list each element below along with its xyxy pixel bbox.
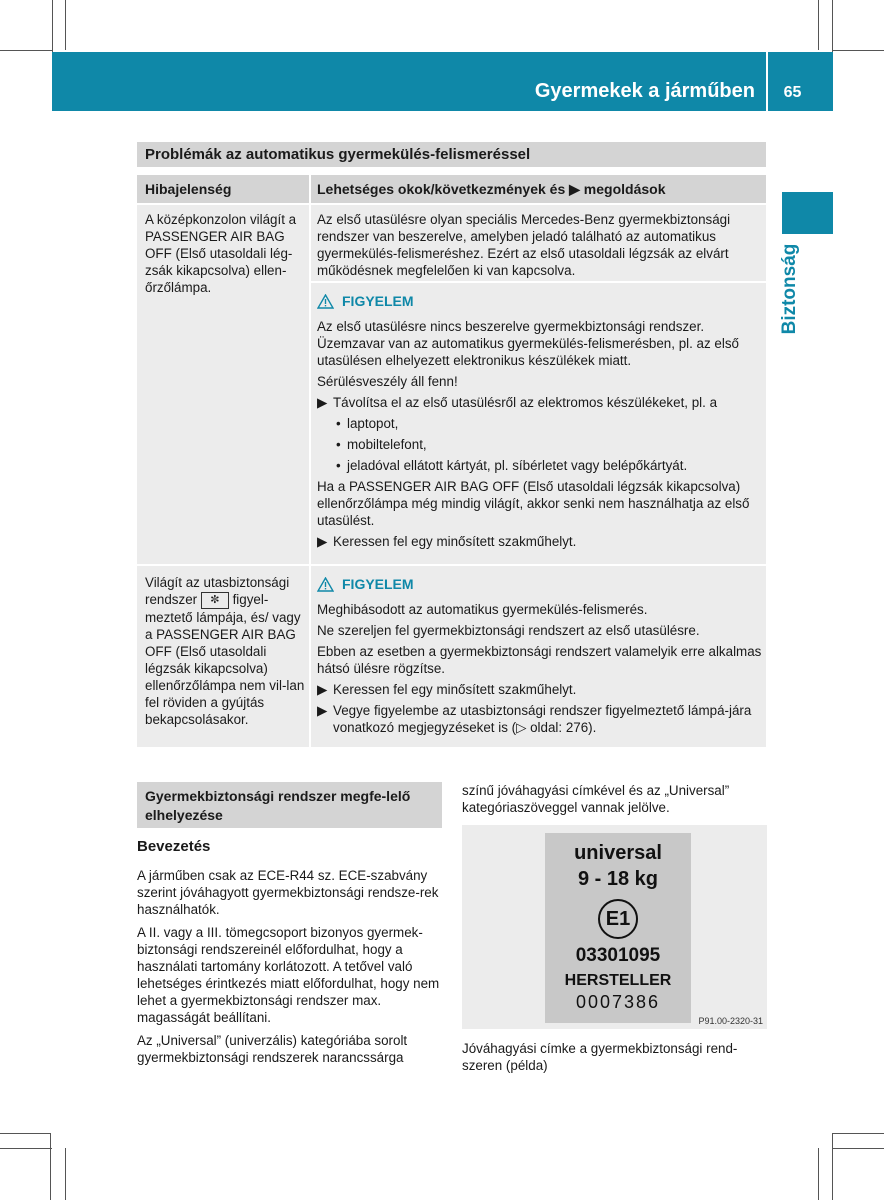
intro-heading: Bevezetés — [137, 838, 211, 855]
action-step — [317, 533, 762, 550]
page-number: 65 — [783, 84, 802, 101]
column-header-causes: Lehetséges okok/következmények és ▶ megoldások — [311, 175, 766, 203]
approval-label-figure — [462, 825, 767, 1029]
symptom-text: meztető lámpája, és/ vagy a PASSENGER AIR BAG OFF (Első utasoldali légzsák kikapcsolva) ellenőrzőlámpa nem vil-lan fel röviden a gyújtás bekapcsolásakor. — [145, 609, 305, 727]
row-divider — [137, 564, 766, 566]
action-arrow-icon: ▶ — [317, 703, 328, 718]
image-code: P91.00-2320-31 — [698, 1016, 763, 1026]
crop-mark — [65, 1148, 66, 1200]
symptom-text: figyel- — [232, 592, 269, 607]
warning-text: Az első utasülésre nincs beszerelve gyermekbiztonsági rendszer. Üzemzavar van az automatikus gyermekülés-felismerésben, pl. az első utasülésen elhelyezett elektronikus készülékek miatt. — [317, 319, 739, 368]
symptom-text: Világít az utasbiztonsági rendszer — [145, 575, 290, 607]
action-text: Keressen fel egy minősített szakműhelyt. — [333, 534, 577, 549]
bullet-icon: • — [336, 416, 341, 431]
note-text: Ha a PASSENGER AIR BAG OFF (Első utasoldali légzsák kikapcsolva) ellenőrzőlámpa még mindig világít, akkor senki nem használhatja az első utasülést. — [317, 479, 750, 528]
warning-text: Ne szereljen fel gyermekbiztonsági rendszert az első utasülésre. — [317, 623, 700, 638]
action-arrow-icon: ▶ — [317, 682, 328, 697]
paragraph: A II. vagy a III. tömegcsoport bizonyos gyermek-biztonsági rendszereinél előfordulhat, hogy a használati tartomány korlátozott. A tetővel való lehetséges érintkezés miatt előfordulhat, hogy nem lehet a gyermekbiztonsági rendszer max. magasságát beállítani. — [137, 925, 440, 1025]
column-divider — [309, 175, 311, 747]
figure-caption: Jóváhagyási címke a gyermekbiztonsági rend-szeren (példa) — [462, 1041, 738, 1073]
header-divider — [766, 52, 768, 111]
crop-mark — [833, 1133, 884, 1134]
row1-cause: Az első utasülésre olyan speciális Mercedes-Benz gyermekbiztonsági rendszer van beszerelve, amelyben jeladó található az automatikus gyermekülés-felismeréshez. Ezért az első utasoldali légzsák az elvárt működésnek megfelelően ki van kapcsolva. — [317, 212, 731, 278]
action-step — [317, 681, 762, 698]
troubleshooting-table — [137, 175, 766, 747]
warning-triangle-icon — [317, 294, 334, 309]
paragraph: A járműben csak az ECE-R44 sz. ECE-szabvány szerint jóváhagyott gyermekbiztonsági rendsze-rek használhatók. — [137, 868, 439, 917]
row2-symptom — [145, 574, 305, 728]
row1-symptom: A középkonzolon világít a PASSENGER AIR BAG OFF (Első utasoldali lég-zsák kikapcsolva) ellen-őrzőlámpa. — [145, 212, 297, 295]
label-maker: HERSTELLER — [564, 972, 672, 989]
label-category: universal — [574, 842, 662, 864]
warning-text: Ebben az esetben a gyermekbiztonsági rendszert valamelyik erre alkalmas hátsó ülésre rögzítse. — [317, 644, 762, 676]
chapter-title: Gyermekek a járműben — [534, 80, 755, 102]
crop-mark — [52, 0, 53, 52]
risk-text: Sérülésveszély áll fenn! — [317, 374, 458, 389]
label-weight: 9 - 18 kg — [577, 868, 659, 890]
action-arrow-icon: ▶ — [317, 534, 328, 549]
e-mark-icon: E1 — [598, 899, 638, 939]
row1-warning — [317, 293, 762, 554]
side-tab-label: Biztonság — [779, 243, 800, 335]
label-serial: 0007386 — [575, 992, 661, 1012]
airbag-warning-lamp-icon: ✼ — [201, 592, 229, 609]
action-step — [317, 394, 762, 411]
action-text: Vegye figyelembe az utasbiztonsági rendszer figyelmeztető lámpá-jára vonatkozó megjegyzéseket is (▷ oldal: 276). — [333, 703, 752, 735]
warning-heading — [317, 576, 762, 593]
crop-mark — [832, 0, 833, 52]
crop-mark — [832, 1133, 833, 1200]
action-step — [317, 702, 762, 736]
crop-mark — [0, 1133, 50, 1134]
crop-mark — [818, 0, 819, 50]
section-title: Problémák az automatikus gyermekülés-felismeréssel — [137, 142, 766, 167]
action-text: Keressen fel egy minősített szakműhelyt. — [333, 682, 577, 697]
crop-mark — [65, 0, 66, 50]
paragraph: Az „Universal” (univerzális) kategóriába sorolt gyermekbiztonsági rendszerek narancssárga — [137, 1033, 408, 1065]
action-arrow-icon: ▶ — [317, 395, 328, 410]
list-item — [317, 436, 762, 453]
column-header-symptom: Hibajelenség — [137, 175, 309, 203]
warning-title: FIGYELEM — [342, 576, 414, 592]
crop-mark — [833, 50, 884, 51]
list-item — [317, 457, 762, 474]
crop-mark — [833, 1148, 884, 1149]
label-approval-number: 03301095 — [575, 945, 661, 966]
list-item — [317, 415, 762, 432]
crop-mark — [0, 50, 52, 51]
approval-label — [545, 833, 691, 1023]
list-item-text: jeladóval ellátott kártyát, pl. síbérletet vagy belépőkártyát. — [347, 458, 688, 473]
row-divider — [311, 281, 766, 283]
warning-text: Meghibásodott az automatikus gyermekülés-felismerés. — [317, 602, 648, 617]
intro-body — [137, 867, 444, 1072]
subsection-title: Gyermekbiztonsági rendszer megfe-lelő elhelyezése — [137, 782, 442, 828]
list-item-text: laptopot, — [347, 416, 399, 431]
bullet-icon: • — [336, 437, 341, 452]
warning-title: FIGYELEM — [342, 293, 414, 309]
crop-mark — [818, 1148, 819, 1200]
list-item-text: mobiltelefont, — [347, 437, 427, 452]
bullet-icon: • — [336, 458, 341, 473]
row2-warning — [317, 576, 762, 740]
warning-triangle-icon — [317, 577, 334, 592]
side-tab-marker — [782, 192, 833, 234]
action-text: Távolítsa el az első utasülésről az elektromos készülékeket, pl. a — [333, 395, 718, 410]
warning-heading — [317, 293, 762, 310]
right-paragraph: színű jóváhagyási címkével és az „Universal” kategóriaszöveggel vannak jelölve. — [462, 783, 730, 815]
row-divider — [137, 203, 766, 205]
crop-mark — [0, 1148, 52, 1149]
crop-mark — [50, 1133, 51, 1200]
